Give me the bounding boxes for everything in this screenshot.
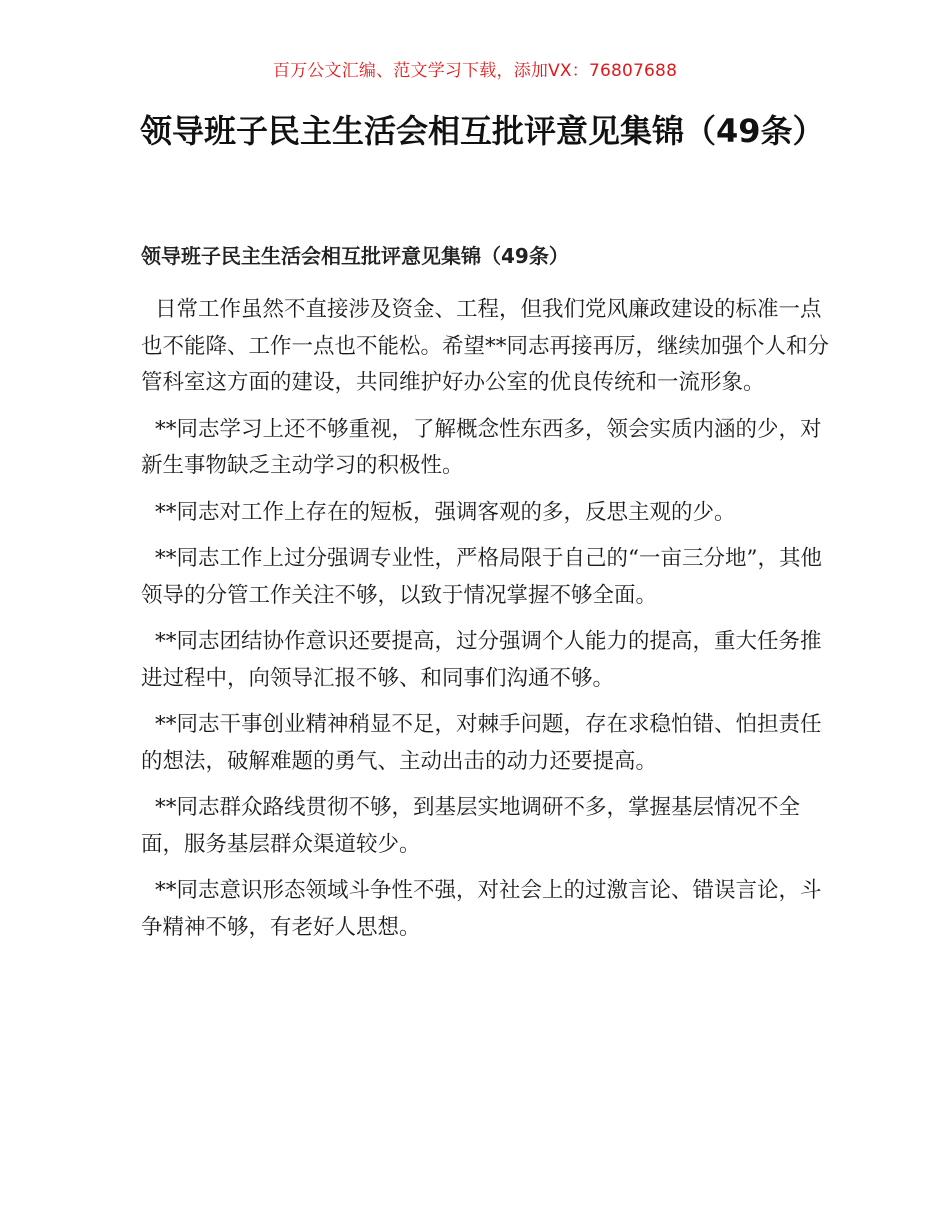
paragraph: **同志工作上过分强调专业性，严格局限于自己的“一亩三分地”，其他领导的分管工作关注不够，以致于情况掌握不够全面。 xyxy=(141,546,822,608)
paragraph: **同志学习上还不够重视，了解概念性东西多，领会实质内涵的少，对新生事物缺乏主动学习的积极性。 xyxy=(141,416,822,478)
paragraph: **同志对工作上存在的短板，强调客观的多，反思主观的少。 xyxy=(155,499,736,525)
document-body xyxy=(141,292,831,956)
paragraph: **同志意识形态领域斗争性不强，对社会上的过激言论、错误言论，斗争精神不够，有老好人思想。 xyxy=(141,878,822,940)
document-subtitle: 领导班子民主生活会相互批评意见集锦（49条） xyxy=(141,244,569,268)
paragraph: **同志干事创业精神稍显不足，对棘手问题，存在求稳怕错、怕担责任的想法，破解难题的勇气、主动出击的动力还要提高。 xyxy=(141,712,822,774)
document-title: 领导班子民主生活会相互批评意见集锦（49条） xyxy=(140,112,825,150)
paragraph: 日常工作虽然不直接涉及资金、工程，但我们党风廉政建设的标准一点也不能降、工作一点也不能松。希望**同志再接再厉，继续加强个人和分管科室这方面的建设，共同维护好办公室的优良传统和一流形象。 xyxy=(141,297,830,395)
watermark-banner: 百万公文汇编、范文学习下载，添加VX：76807688 xyxy=(272,61,678,81)
paragraph: **同志群众路线贯彻不够，到基层实地调研不多，掌握基层情况不全面，服务基层群众渠道较少。 xyxy=(141,795,801,857)
paragraph: **同志团结协作意识还要提高，过分强调个人能力的提高，重大任务推进过程中，向领导汇报不够、和同事们沟通不够。 xyxy=(141,629,822,691)
